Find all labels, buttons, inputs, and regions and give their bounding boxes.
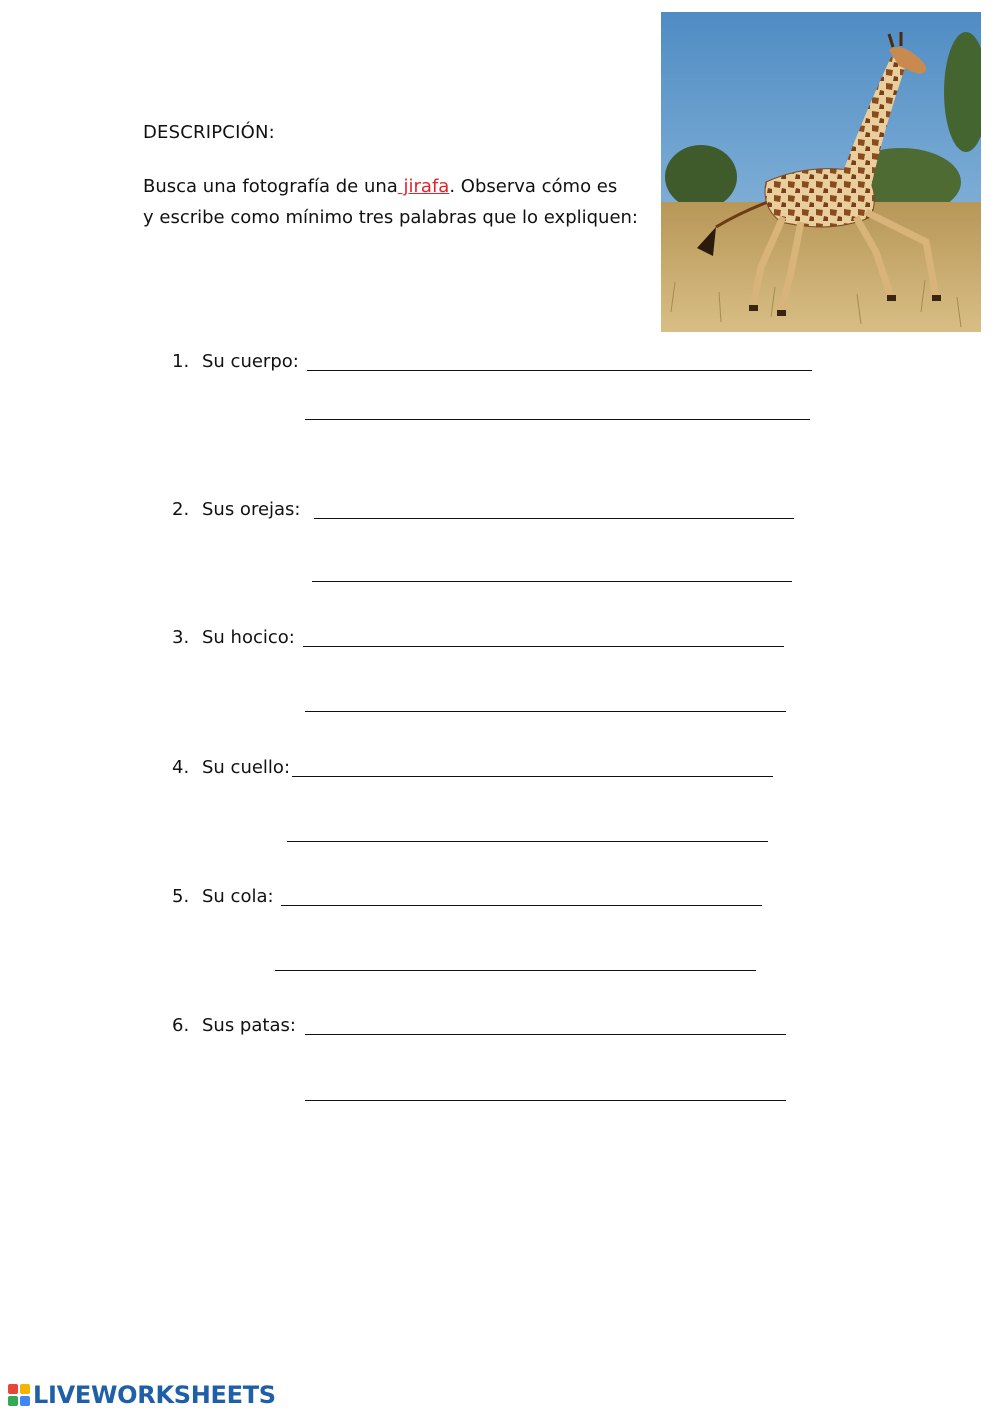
instructions: [143, 171, 663, 233]
item-2-label: [172, 499, 301, 520]
brand-name: LIVEWORKSHEETS: [33, 1381, 276, 1409]
giraffe-link[interactable]: jirafa: [397, 176, 450, 197]
item-5-answer-line-1[interactable]: [281, 905, 762, 906]
item-5-number: 5.: [172, 886, 190, 907]
worksheet-heading: DESCRIPCIÓN:: [143, 122, 275, 143]
item-6-answer-line-2[interactable]: [305, 1100, 786, 1101]
item-4-number: 4.: [172, 757, 190, 778]
item-3-answer-line-2[interactable]: [305, 711, 786, 712]
item-3-answer-line-1[interactable]: [303, 646, 784, 647]
item-3-text: Su hocico:: [202, 627, 295, 648]
item-6-answer-line-1[interactable]: [305, 1034, 786, 1035]
item-3-label: [172, 627, 295, 648]
item-5-label: [172, 886, 274, 907]
instructions-text-start: Busca una fotografía de una: [143, 176, 398, 197]
item-1-text: Su cuerpo:: [202, 351, 299, 372]
item-5-text: Su cola:: [202, 886, 274, 907]
item-6-label: [172, 1015, 296, 1036]
item-4-answer-line-1[interactable]: [292, 776, 773, 777]
giraffe-image: [661, 12, 981, 332]
item-4-answer-line-2[interactable]: [287, 841, 768, 842]
item-6-text: Sus patas:: [202, 1015, 296, 1036]
giraffe-photo: [661, 12, 981, 332]
item-1-label: [172, 351, 299, 372]
item-1-answer-line-1[interactable]: [307, 370, 812, 371]
item-3-number: 3.: [172, 627, 190, 648]
brand-footer[interactable]: [8, 1380, 276, 1410]
item-1-answer-line-2[interactable]: [305, 419, 810, 420]
item-6-number: 6.: [172, 1015, 190, 1036]
instructions-text-end: . Observa cómo es: [449, 176, 618, 197]
item-2-answer-line-2[interactable]: [312, 581, 792, 582]
item-4-text: Su cuello:: [202, 757, 291, 778]
item-2-text: Sus orejas:: [202, 499, 301, 520]
item-5-answer-line-2[interactable]: [275, 970, 756, 971]
instructions-line-2: y escribe como mínimo tres palabras que lo expliquen:: [143, 207, 638, 228]
item-4-label: [172, 757, 290, 778]
item-2-answer-line-1[interactable]: [314, 518, 794, 519]
liveworksheets-logo-icon: [8, 1384, 30, 1406]
item-2-number: 2.: [172, 499, 190, 520]
item-1-number: 1.: [172, 351, 190, 372]
